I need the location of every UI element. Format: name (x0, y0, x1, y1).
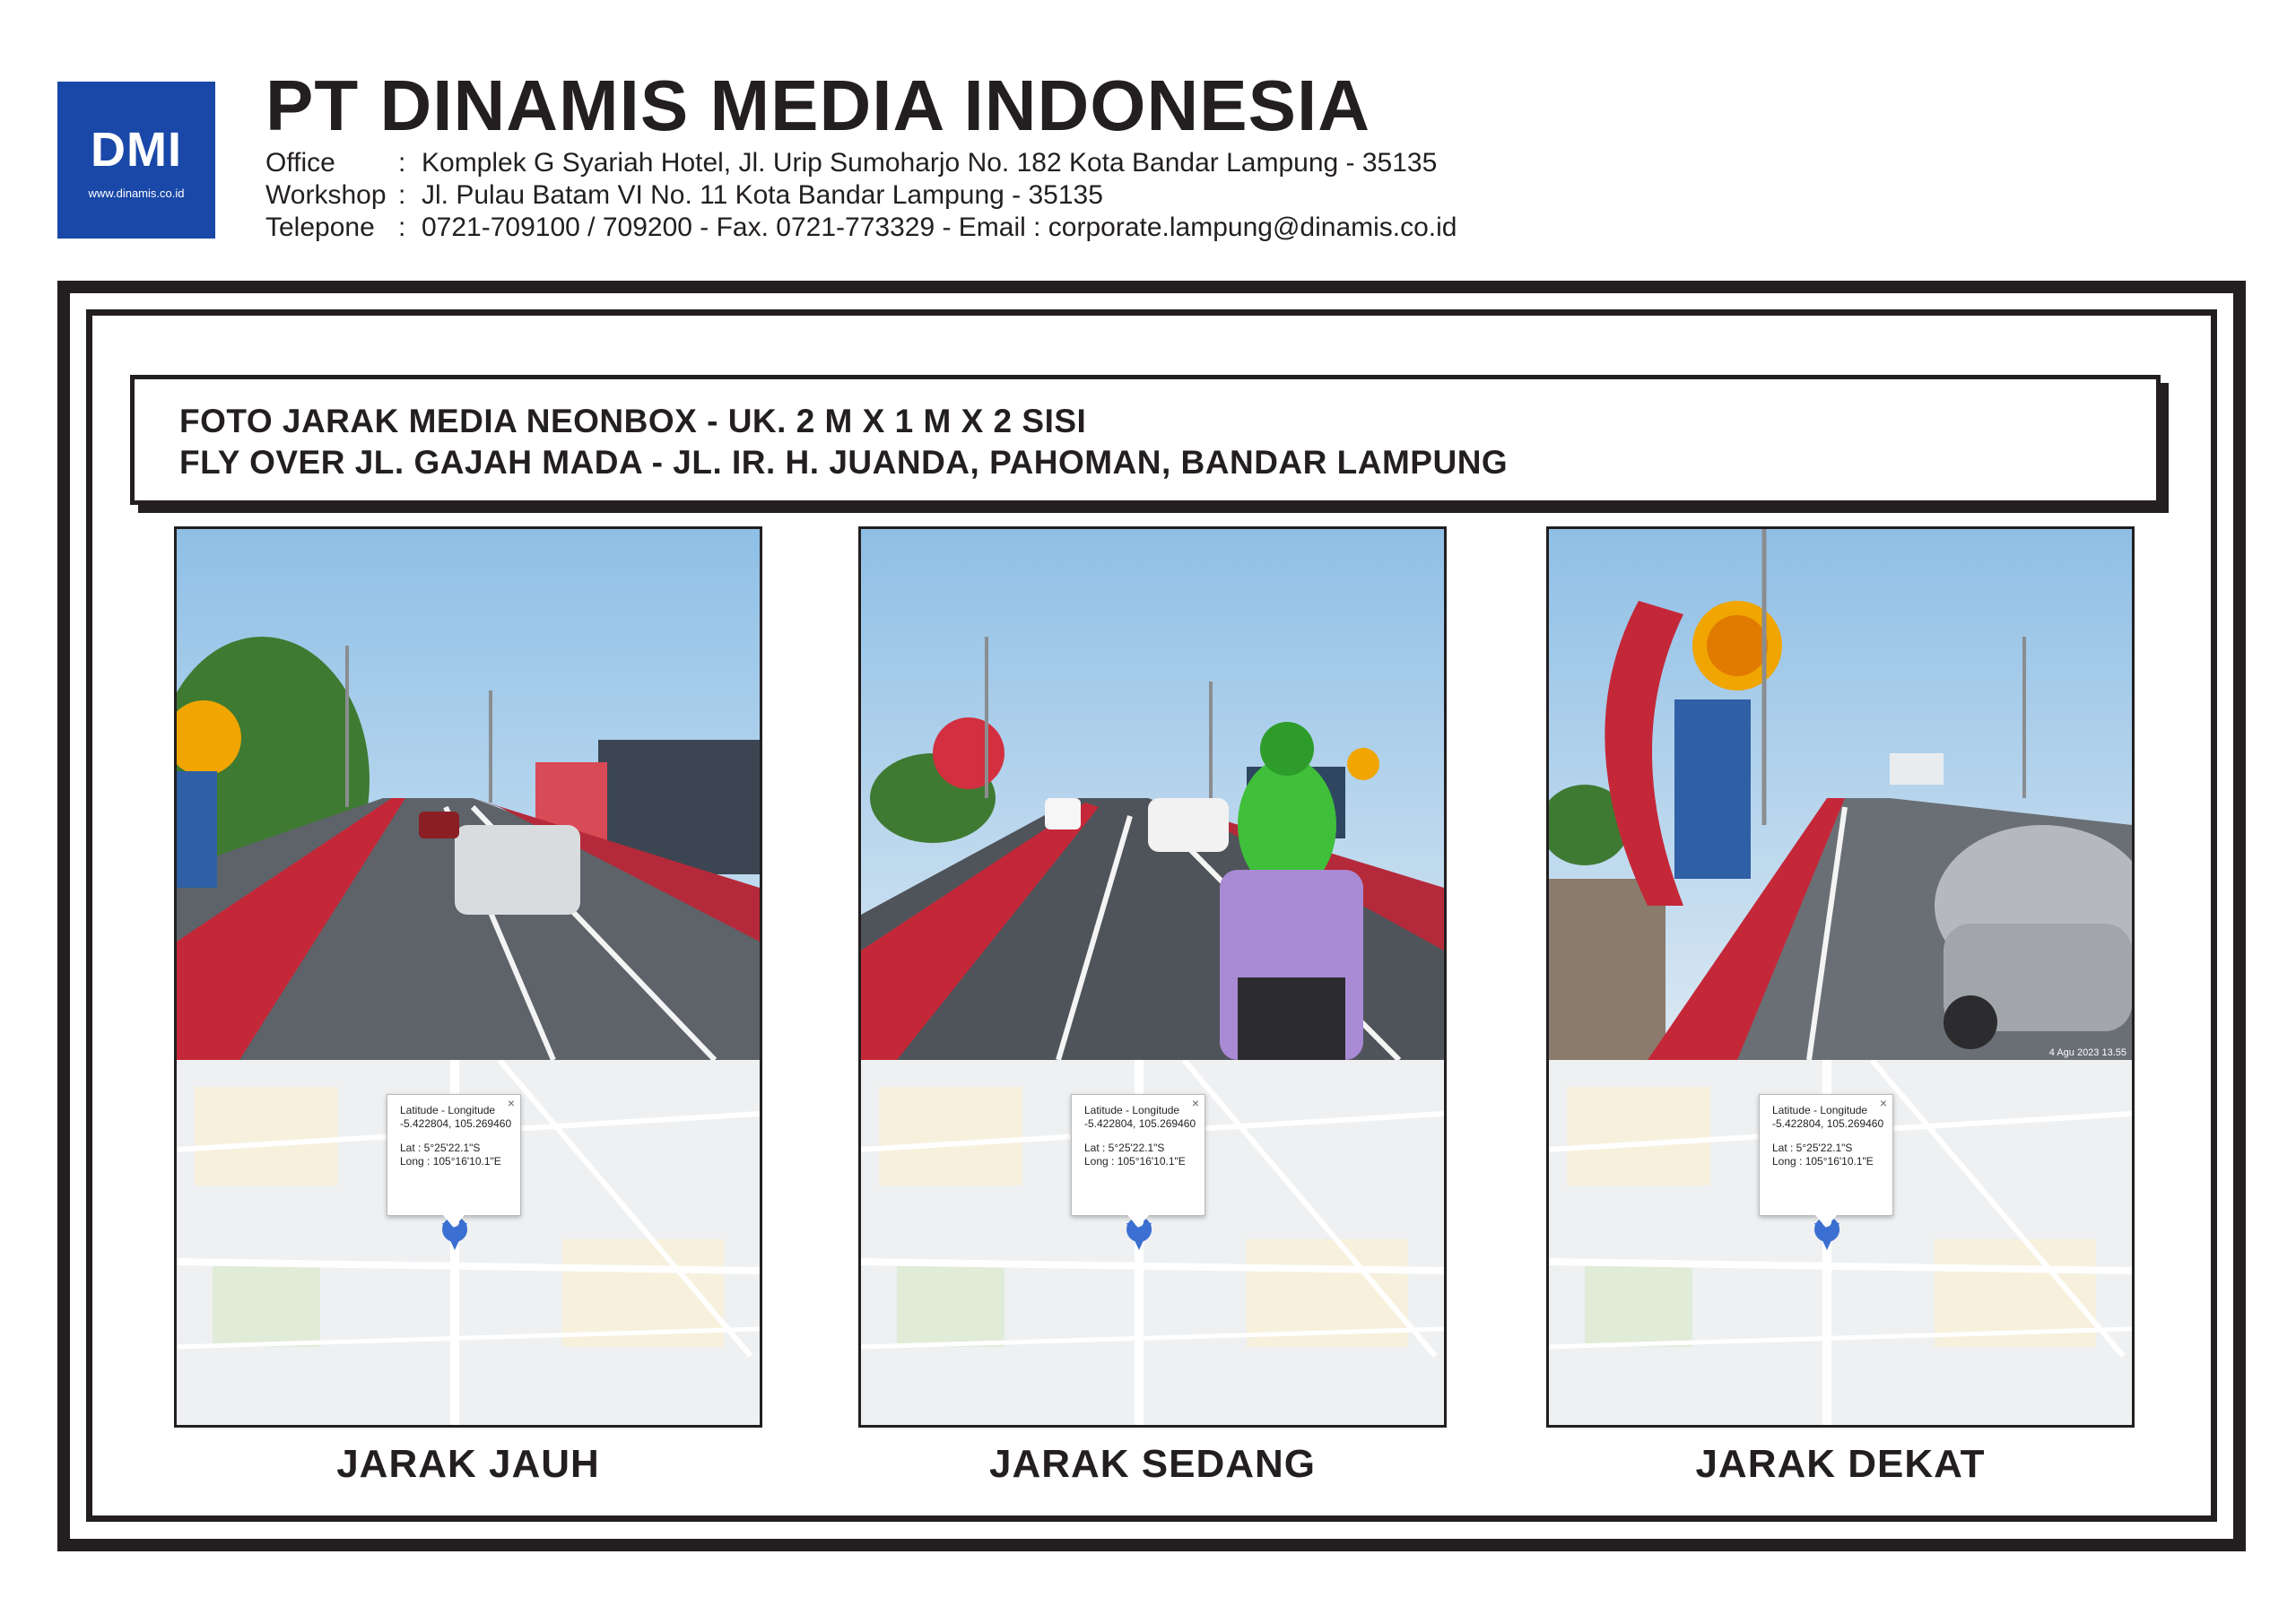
contact-block (265, 147, 1457, 244)
contact-label: Telepone (265, 213, 375, 242)
popup-heading: Latitude - Longitude (1084, 1104, 1180, 1116)
photo-near-image (1549, 529, 2132, 1060)
popup-lat: Lat : 5°25'22.1"S (400, 1142, 481, 1154)
map-popup (1071, 1094, 1205, 1216)
map-medium (861, 1060, 1444, 1425)
popup-heading: Latitude - Longitude (1772, 1104, 1868, 1116)
popup-long: Long : 105°16'10.1"E (400, 1155, 501, 1168)
caption-near: JARAK DEKAT (1695, 1442, 1986, 1486)
caption-far: JARAK JAUH (336, 1442, 600, 1486)
contact-label: Office (265, 148, 335, 178)
photo-near (1549, 529, 2132, 1060)
popup-lat: Lat : 5°25'22.1"S (1084, 1142, 1165, 1154)
panel-medium (858, 526, 1447, 1428)
map-popup (1759, 1094, 1893, 1216)
photo-medium-image (861, 529, 1444, 1060)
contact-value: Komplek G Syariah Hotel, Jl. Urip Sumoharjo No. 182 Kota Bandar Lampung - 35135 (422, 148, 1438, 178)
contact-workshop (265, 179, 1457, 212)
popup-coords: -5.422804, 105.269460 (400, 1117, 512, 1130)
contact-sep: : (398, 180, 406, 210)
panel-far (174, 526, 762, 1428)
contact-value: Jl. Pulau Batam VI No. 11 Kota Bandar Lampung - 35135 (422, 180, 1103, 210)
contact-phone (265, 212, 1457, 244)
contact-label: Workshop (265, 180, 387, 210)
map-near (1549, 1060, 2132, 1425)
photo-timestamp: 4 Agu 2023 13.55 (2048, 1047, 2126, 1058)
contact-sep: : (398, 148, 406, 178)
popup-coords: -5.422804, 105.269460 (1772, 1117, 1884, 1130)
popup-lat: Lat : 5°25'22.1"S (1772, 1142, 1853, 1154)
title-line-2: FLY OVER JL. GAJAH MADA - JL. IR. H. JUANDA, PAHOMAN, BANDAR LAMPUNG (179, 444, 1509, 481)
close-icon[interactable]: × (1191, 1096, 1199, 1110)
company-name: PT DINAMIS MEDIA INDONESIA (265, 65, 1370, 145)
contact-value: 0721-709100 / 709200 - Fax. 0721-773329 - Email : corporate.lampung@dinamis.co.id (422, 213, 1457, 242)
contact-office (265, 147, 1457, 179)
popup-long: Long : 105°16'10.1"E (1772, 1155, 1874, 1168)
panel-near (1546, 526, 2135, 1428)
close-icon[interactable]: × (1879, 1096, 1887, 1110)
photo-medium (861, 529, 1444, 1060)
title-line-1: FOTO JARAK MEDIA NEONBOX - UK. 2 M X 1 M X 2 SISI (179, 403, 1087, 439)
photo-far-image (177, 529, 760, 1060)
contact-sep: : (398, 213, 406, 242)
logo-url: www.dinamis.co.id (88, 187, 185, 200)
logo-mark: DMI (91, 123, 182, 177)
close-icon[interactable]: × (507, 1096, 515, 1110)
map-far (177, 1060, 760, 1425)
popup-heading: Latitude - Longitude (400, 1104, 496, 1116)
popup-long: Long : 105°16'10.1"E (1084, 1155, 1186, 1168)
photo-far (177, 529, 760, 1060)
popup-coords: -5.422804, 105.269460 (1084, 1117, 1196, 1130)
company-logo (57, 82, 215, 239)
caption-medium: JARAK SEDANG (988, 1442, 1317, 1486)
title-box (130, 375, 2161, 505)
map-popup (387, 1094, 521, 1216)
